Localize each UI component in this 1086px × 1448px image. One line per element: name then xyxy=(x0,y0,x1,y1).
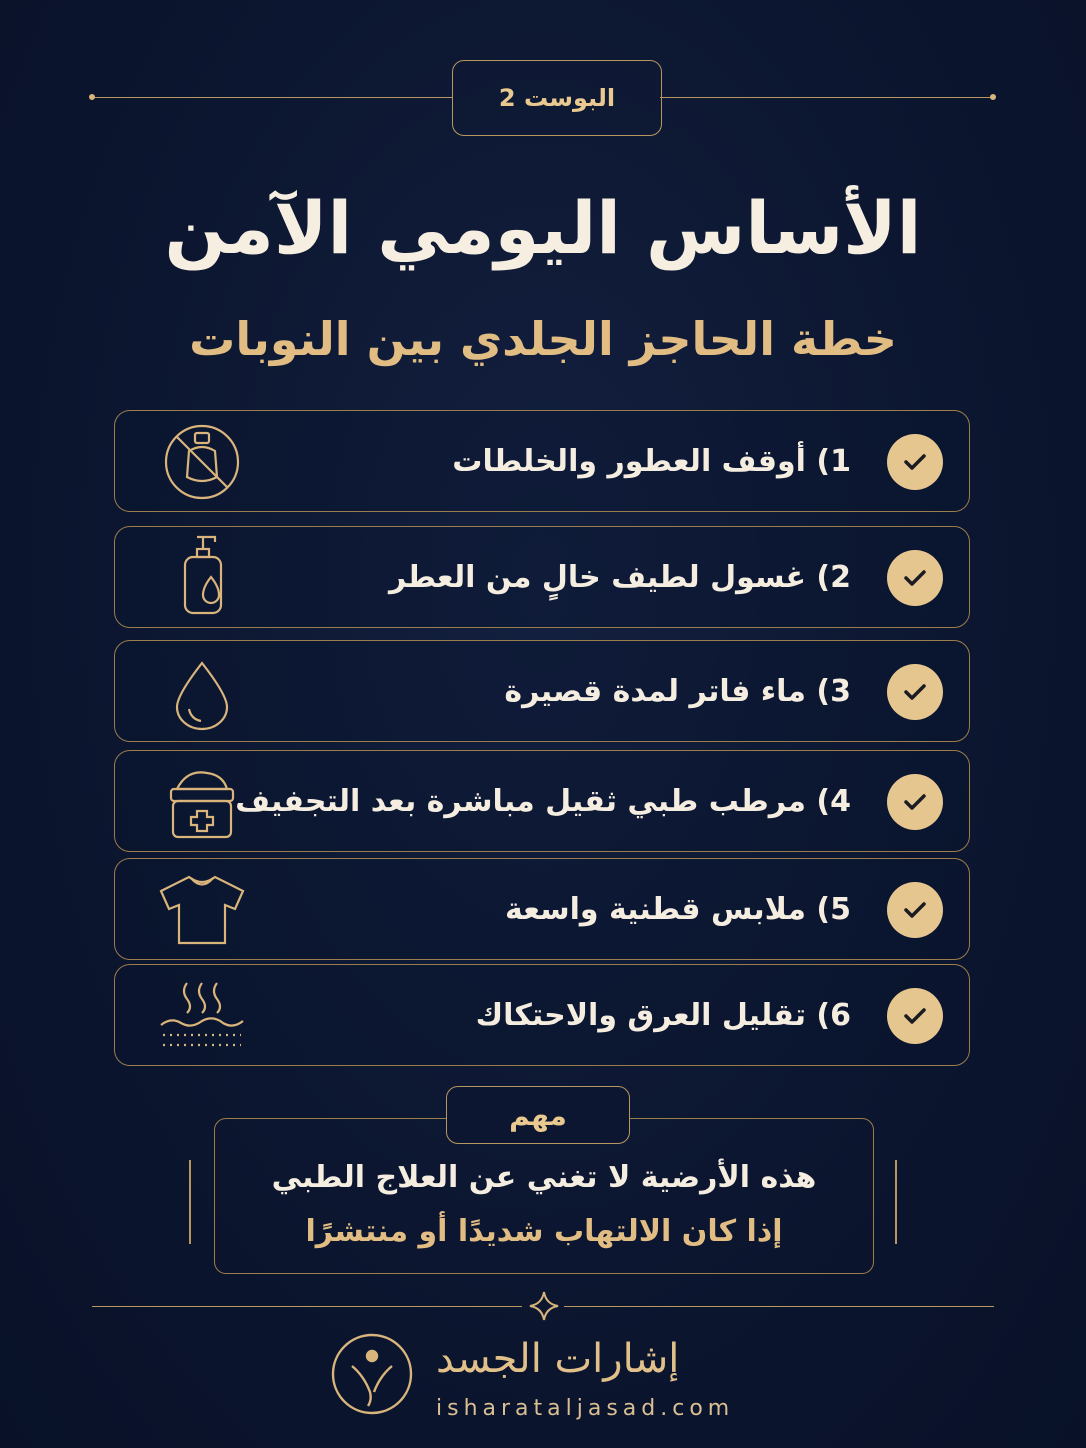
soap-pump-icon xyxy=(157,537,247,619)
check-icon xyxy=(887,882,943,938)
list-item-label: 1) أوقف العطور والخلطات xyxy=(452,443,851,479)
note-line-1: هذه الأرضية لا تغني عن العلاج الطبي xyxy=(271,1160,817,1195)
list-item xyxy=(114,640,970,742)
t-shirt-icon xyxy=(157,869,247,951)
top-divider-right xyxy=(660,97,994,98)
list-item-label: 6) تقليل العرق والاحتكاك xyxy=(475,997,851,1033)
page-subtitle: خطة الحاجز الجلدي بين النوبات xyxy=(189,312,897,366)
divider-dot-left xyxy=(89,94,95,100)
check-icon xyxy=(887,434,943,490)
note-line-2: إذا كان الالتهاب شديدًا أو منتشرًا xyxy=(305,1214,783,1249)
list-item xyxy=(114,858,970,960)
brand-name: إشارات الجسد xyxy=(436,1336,680,1382)
check-icon xyxy=(887,664,943,720)
star-ornament-icon xyxy=(528,1290,560,1326)
post-number-badge: البوست 2 xyxy=(452,60,662,136)
bottom-divider-right xyxy=(564,1306,994,1307)
no-perfume-icon xyxy=(157,421,247,503)
check-icon xyxy=(887,774,943,830)
list-item-label: 3) ماء فاتر لمدة قصيرة xyxy=(504,673,851,709)
list-item xyxy=(114,750,970,852)
sweat-skin-icon xyxy=(157,975,247,1057)
list-item-label: 4) مرطب طبي ثقيل مباشرة بعد التجفيف xyxy=(235,783,851,819)
important-badge: مهم xyxy=(446,1086,630,1144)
list-item xyxy=(114,410,970,512)
note-left-bar xyxy=(189,1160,191,1244)
medical-cream-jar-icon xyxy=(157,761,247,843)
top-divider-left xyxy=(92,97,452,98)
list-item xyxy=(114,526,970,628)
brand-logo-icon xyxy=(330,1332,414,1420)
divider-dot-right xyxy=(990,94,996,100)
note-right-bar xyxy=(895,1160,897,1244)
check-icon xyxy=(887,988,943,1044)
water-drop-icon xyxy=(157,651,247,733)
list-item xyxy=(114,964,970,1066)
list-item-label: 5) ملابس قطنية واسعة xyxy=(504,891,851,927)
brand-url: isharataljasad.com xyxy=(436,1396,735,1421)
check-icon xyxy=(887,550,943,606)
page-title: الأساس اليومي الآمن xyxy=(164,186,922,270)
bottom-divider-left xyxy=(92,1306,522,1307)
list-item-label: 2) غسول لطيف خالٍ من العطر xyxy=(389,559,851,595)
